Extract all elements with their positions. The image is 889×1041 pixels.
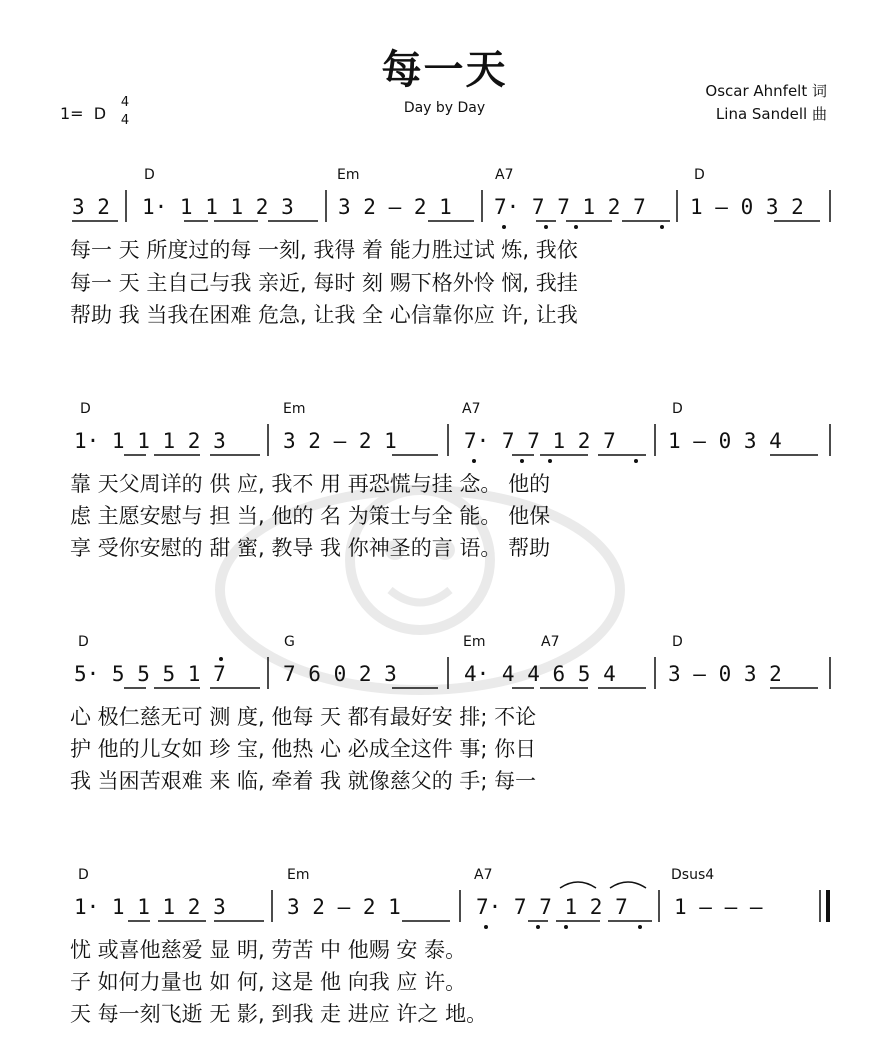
measure-notes: 5· 5 5 5 1 7 [74,662,226,686]
chord-label: Em [287,867,310,883]
chord-label: Em [283,401,306,417]
chord-label: Em [337,167,360,183]
page-title: 每一天 [381,47,508,93]
lyric-line-verse-2: 护 他的儿女如 珍 宝, 他热 心 必成全这件 事; 你日 [70,737,537,761]
measure-notes: 1· 1 1 1 2 3 [74,429,226,453]
chord-label: D [672,401,683,417]
measure-notes: 4· 4 4 6 5 4 [464,662,616,686]
lyric-line-verse-2: 虑 主愿安慰与 担 当, 他的 名 为策士与全 能。 他保 [70,504,551,528]
lower-octave-dot [472,459,476,463]
lyricist: Oscar Ahnfelt 词 [705,82,827,100]
measure-notes: 3 — 0 3 2 [668,662,782,686]
lower-octave-dot [502,225,506,229]
measure-notes: 7· 7 7 1 2 7 [476,895,628,919]
lower-octave-dot [520,459,524,463]
lower-octave-dot [660,225,664,229]
chord-label: A7 [474,867,493,883]
chord-label: A7 [495,167,514,183]
lower-octave-dot [638,925,642,929]
chord-label: D [78,867,89,883]
lower-octave-dot [574,225,578,229]
lower-octave-dot [536,925,540,929]
lyric-line-verse-2: 子 如何力量也 如 何, 这是 他 向我 应 许。 [70,970,467,994]
tie [610,882,646,888]
measure-notes: 3 2 — 2 1 [283,429,397,453]
lyric-line-verse-3: 天 每一刻飞逝 无 影, 到我 走 进应 许之 地。 [70,1002,488,1026]
lyric-line-verse-3: 我 当困苦艰难 来 临, 牵着 我 就像慈父的 手; 每一 [70,769,537,793]
lyric-line-verse-1: 每一 天 所度过的每 一刻, 我得 着 能力胜过试 炼, 我依 [70,238,578,262]
chord-label: A7 [541,634,560,650]
measure-notes: 3 2 — 2 1 [338,195,452,219]
measure-notes: 1 — 0 3 2 [690,195,804,219]
lyric-line-verse-3: 帮助 我 当我在困难 危急, 让我 全 心信靠你应 许, 让我 [70,303,578,327]
measure-notes: 1· 1 1 1 2 3 [74,895,226,919]
measure-notes: 3 2 — 2 1 [287,895,401,919]
chord-label: D [144,167,155,183]
lyric-line-verse-1: 靠 天父周详的 供 应, 我不 用 再恐慌与挂 念。 他的 [70,472,551,496]
measure-notes: 1· 1 1 1 2 3 [142,195,294,219]
measure-notes: 7· 7 7 1 2 7 [494,195,646,219]
lyric-line-verse-1: 忧 或喜他慈爱 显 明, 劳苦 中 他赐 安 泰。 [70,938,467,962]
lower-octave-dot [634,459,638,463]
lower-octave-dot [548,459,552,463]
upper-octave-dot [219,657,223,661]
time-signature-top: 4 [120,95,130,110]
chord-label: D [78,634,89,650]
chord-label: D [672,634,683,650]
key-signature: 1= D [60,104,107,123]
lyric-line-verse-3: 享 受你安慰的 甜 蜜, 教导 我 你神圣的言 语。 帮助 [70,536,551,560]
chord-label: Dsus4 [671,867,715,883]
tie [560,882,596,888]
chord-label: G [284,634,295,650]
lower-octave-dot [544,225,548,229]
chord-label: Em [463,634,486,650]
measure-notes: 1 — 0 3 4 [668,429,782,453]
chord-label: D [694,167,705,183]
lyric-line-verse-1: 心 极仁慈无可 测 度, 他每 天 都有最好安 排; 不论 [70,705,537,729]
measure-notes: 3 2 [72,195,110,219]
lyric-line-verse-2: 每一 天 主自己与我 亲近, 每时 刻 赐下格外怜 悯, 我挂 [70,271,578,295]
lower-octave-dot [564,925,568,929]
measure-notes: 1 — — — [674,895,763,919]
subtitle: Day by Day [403,100,486,116]
lower-octave-dot [484,925,488,929]
measure-notes: 7 6 0 2 3 [283,662,397,686]
chord-label: D [80,401,91,417]
measure-notes: 7· 7 7 1 2 7 [464,429,616,453]
composer: Lina Sandell 曲 [715,105,827,123]
chord-label: A7 [462,401,481,417]
time-signature-bottom: 4 [120,113,130,128]
